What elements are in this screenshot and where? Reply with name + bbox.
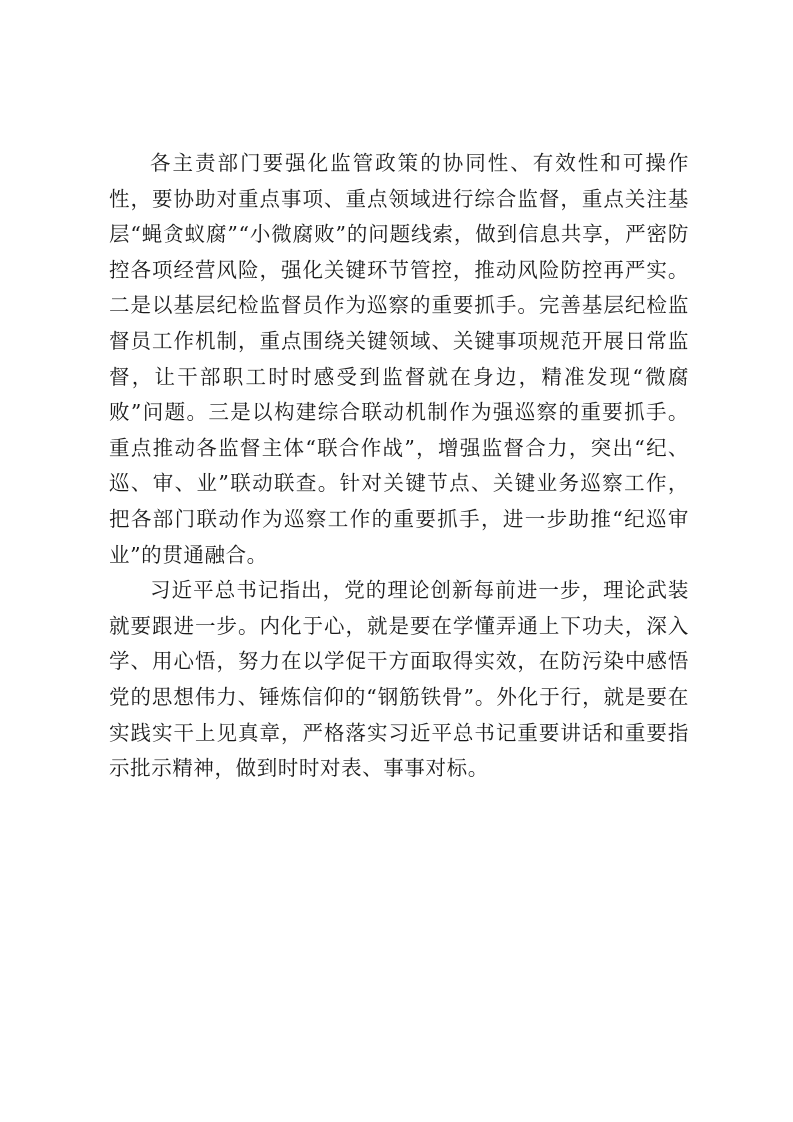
- document-body: [109, 146, 689, 787]
- paragraph: 习近平总书记指出，党的理论创新每前进一步，理论武装就要跟进一步。内化于心，就是要在学懂弄通上下功夫，深入学、用心悟，努力在以学促干方面取得实效，在防污染中感悟党的思想伟力、锤炼信仰的“钢筋铁骨”。外化于行，就是要在实践实干上见真章，严格落实习近平总书记重要讲话和重要指示批示精神，做到时时对表、事事对标。: [109, 578, 689, 781]
- paragraph: 各主责部门要强化监管政策的协同性、有效性和可操作性，要协助对重点事项、重点领域进行综合监督，重点关注基层“蝇贪蚁腐”“小微腐败”的问题线索，做到信息共享，严密防控各项经营风险，强化关键环节管控，推动风险防控再严实。二是以基层纪检监督员作为巡察的重要抓手。完善基层纪检监督员工作机制，重点围绕关键领域、关键事项规范开展日常监督，让干部职工时时感受到监督就在身边，精准发现“微腐败”问题。三是以构建综合联动机制作为强巡察的重要抓手。重点推动各监督主体“联合作战”，增强监督合力，突出“纪、巡、审、业”联动联查。针对关键节点、关键业务巡察工作，把各部门联动作为巡察工作的重要抓手，进一步助推“纪巡审业”的贯通融合。: [109, 151, 689, 567]
